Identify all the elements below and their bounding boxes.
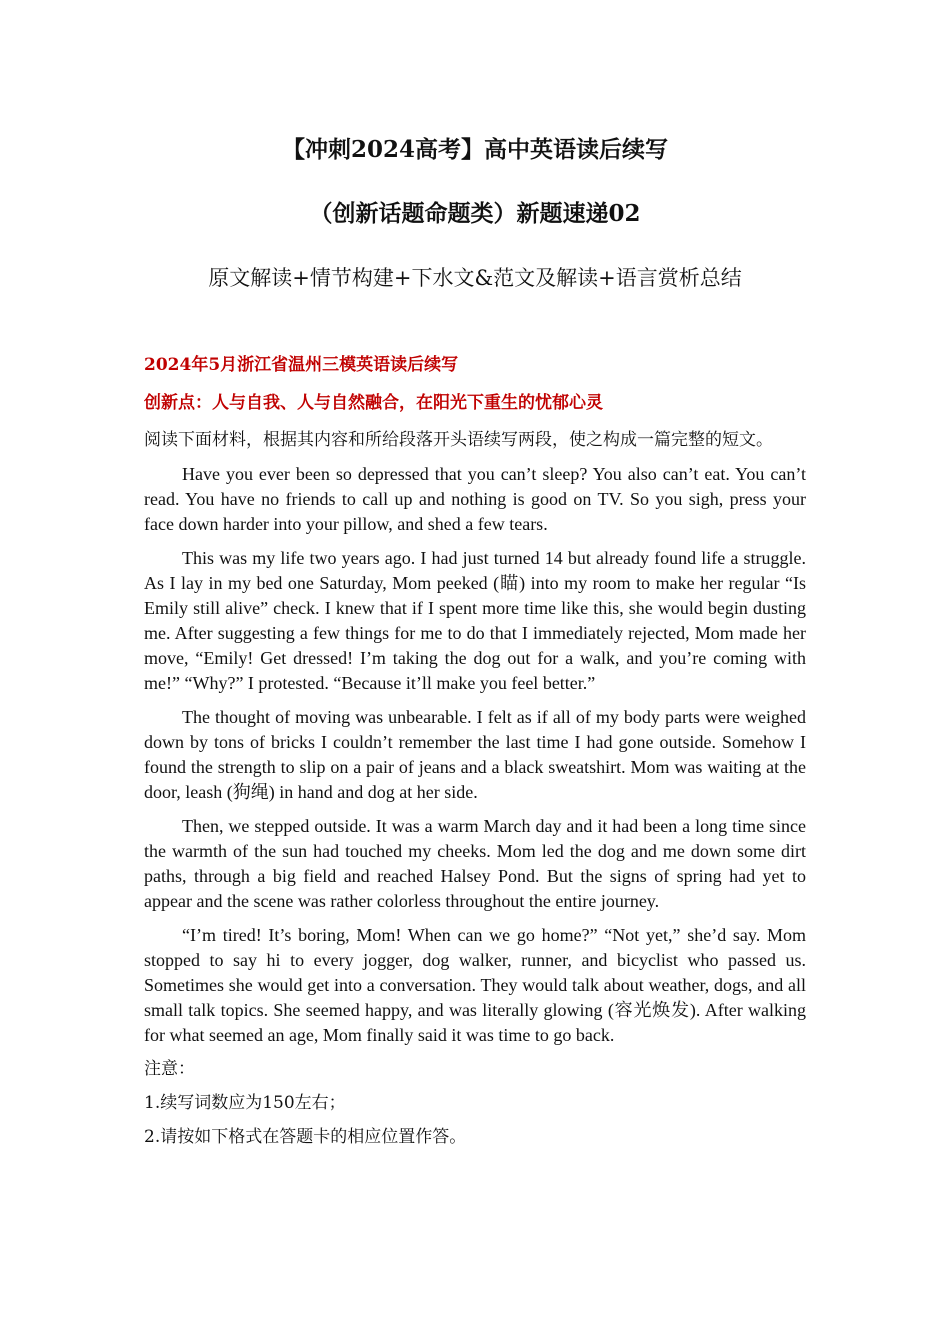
document-subtitle: （创新话题命题类）新题速递02 [309,200,641,227]
document-contents-line: 原文解读+情节构建+下水文&范文及解读+语言赏析总结 [208,266,742,290]
passage-paragraph-3: The thought of moving was unbearable. I felt as if all of my body parts were weighed down by tons of bricks I couldn’t remember the last time I had gone outside. Somehow I found the strength to slip on a pair of jeans and a black sweatshirt. Mom was waiting at the door, leash (狗绳) in hand and dog at her side. [144,707,806,802]
exam-label: 2024年5月浙江省温州三模英语读后续写 [144,355,459,375]
passage-paragraph-2: This was my life two years ago. I had just turned 14 but already found life a struggle. As I lay in my bed one Saturday, Mom peeked (瞄) into my room to make her regular “Is Emily still alive” check. I knew that if I spent more time like this, she would begin dusting me. After suggesting a few things for me to do that I immediately rejected, Mom made her move, “Emily! Get dressed! I’m taking the dog out for a walk, and you’re coming with me!” “Why?” I protested. “Because it’ll make you feel better.” [144,548,806,693]
document-title: 【冲刺2024高考】高中英语读后续写 [281,136,668,163]
note-item-2: 2.请按如下格式在答题卡的相应位置作答。 [144,1127,467,1147]
note-item-1: 1.续写词数应为150左右； [144,1093,346,1113]
innovation-point: 创新点：人与自我、人与自然融合，在阳光下重生的忧郁心灵 [144,393,603,413]
passage-paragraph-1: Have you ever been so depressed that you can’t sleep? You also can’t eat. You can’t read. You have no friends to call up and nothing is good on TV. So you sigh, press your face down harder into your pillow, and shed a few tears. [144,464,806,534]
notes-heading: 注意： [144,1059,195,1079]
instruction-text: 阅读下面材料，根据其内容和所给段落开头语续写两段，使之构成一篇完整的短文。 [144,430,773,450]
passage-paragraph-5: “I’m tired! It’s boring, Mom! When can we go home?” “Not yet,” she’d say. Mom stopped to say hi to every jogger, dog walker, runner, and bicyclist who passed us. Sometimes she would get into a conversation. They would talk about weather, dogs, and all small talk topics. She seemed happy, and was literally glowing (容光焕发). After walking for what seemed an age, Mom finally said it was time to go back. [144,925,806,1045]
passage-paragraph-4: Then, we stepped outside. It was a warm March day and it had been a long time since the warmth of the sun had touched my cheeks. Mom led the dog and me down some dirt paths, through a big field and reached Halsey Pond. But the signs of spring had yet to appear and the scene was rather colorless throughout the entire journey. [144,816,806,911]
document-body [144,352,806,1159]
